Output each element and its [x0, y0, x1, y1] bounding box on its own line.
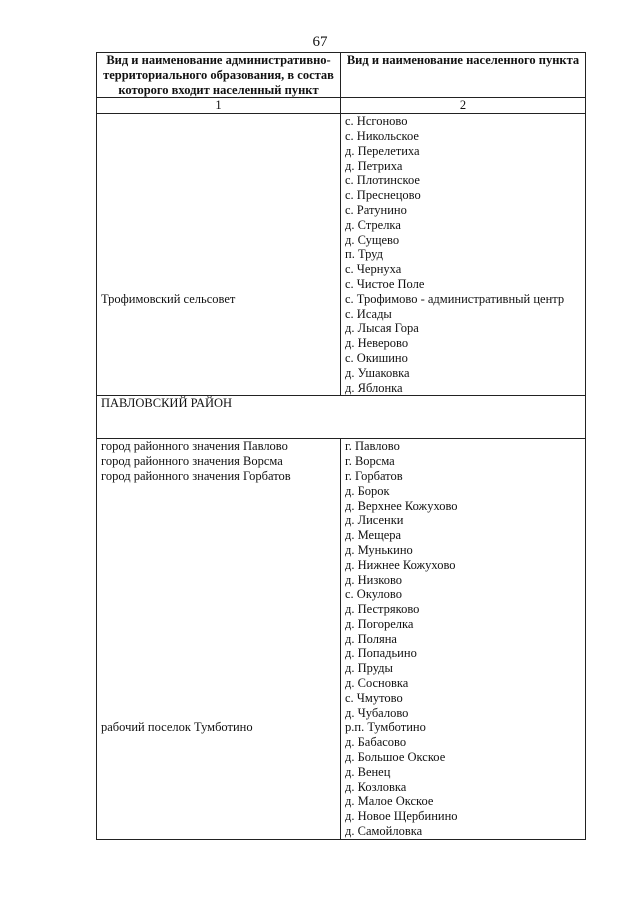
list-item: с. Чернуха — [345, 262, 402, 277]
list-item: д. Лисенки — [345, 513, 404, 528]
list-item: р.п. Тумботино — [345, 720, 426, 735]
list-item: д. Стрелка — [345, 217, 401, 232]
list-item: с. Исады — [345, 306, 392, 321]
list-item: д. Новое Щербинино — [345, 809, 458, 824]
list-item: д. Сосновка — [345, 676, 409, 691]
list-item: д. Большое Окское — [345, 750, 446, 765]
list-item: с. Нсгоново — [345, 114, 408, 129]
list-item: д. Попадьино — [345, 646, 417, 661]
column-number-1: 1 — [97, 98, 341, 114]
unit-name: город районного значения Горбатов — [101, 468, 291, 483]
unit-name: город районного значения Ворсма — [101, 454, 283, 469]
header-col1: Вид и наименование административно-территориального образования, в состав которого входит населенный пункт — [97, 53, 341, 98]
list-item: г. Горбатов — [345, 468, 403, 483]
list-item: с. Чистое Поле — [345, 276, 425, 291]
list-item: д. Перелетиха — [345, 143, 420, 158]
page-number: 67 — [312, 34, 328, 50]
table-row-trofimovsky — [97, 114, 586, 396]
list-item: с. Плотинское — [345, 173, 420, 188]
list-item: д. Борок — [345, 483, 390, 498]
column-number-row — [97, 98, 586, 114]
list-item: д. Козловка — [345, 779, 407, 794]
unit-name: рабочий поселок Тумботино — [101, 720, 253, 735]
list-item: д. Малое Окское — [345, 794, 434, 809]
settlements-table — [96, 52, 586, 840]
unit-name: город районного значения Павлово — [101, 439, 288, 454]
unit-name: Трофимовский сельсовет — [101, 291, 236, 306]
list-item: д. Поляна — [345, 631, 397, 646]
list-item: д. Верхнее Кожухово — [345, 498, 458, 513]
column-number-2: 2 — [341, 98, 586, 114]
list-item: с. Никольское — [345, 128, 419, 143]
list-item: д. Бабасово — [345, 735, 407, 750]
list-item: д. Пруды — [345, 661, 393, 676]
header-col2: Вид и наименование населенного пункта — [341, 53, 586, 98]
list-item: д. Неверово — [345, 336, 409, 351]
settlements-cell — [341, 439, 586, 840]
table-row-pavlovsky — [97, 439, 586, 840]
list-item: с. Окишино — [345, 350, 408, 365]
list-item: д. Пестряково — [345, 602, 420, 617]
list-item: д. Мунькино — [345, 542, 413, 557]
list-item: д. Низково — [345, 572, 403, 587]
list-item: с. Ратунино — [345, 202, 407, 217]
list-item: г. Ворсма — [345, 454, 395, 469]
list-item: с. Трофимово - административный центр — [345, 291, 565, 306]
list-item: п. Труд — [345, 247, 384, 262]
settlements-cell — [341, 114, 586, 396]
list-item: д. Венец — [345, 764, 391, 779]
unit-cell — [97, 114, 341, 396]
list-item: с. Окулово — [345, 587, 402, 602]
list-item: д. Мещера — [345, 528, 402, 543]
list-item: д. Ушаковка — [345, 365, 410, 380]
list-item: д. Нижнее Кожухово — [345, 557, 456, 572]
list-item: д. Лысая Гора — [345, 321, 419, 336]
unit-cell — [97, 439, 341, 840]
list-item: д. Самойловка — [345, 824, 423, 839]
table-header-row — [97, 53, 586, 98]
list-item: с. Чмутово — [345, 690, 403, 705]
list-item: г. Павлово — [345, 439, 400, 454]
section-title: ПАВЛОВСКИЙ РАЙОН — [97, 396, 586, 439]
list-item: с. Преснецово — [345, 188, 421, 203]
section-row — [97, 396, 586, 439]
list-item: д. Яблонка — [345, 380, 403, 395]
list-item: д. Погорелка — [345, 616, 414, 631]
list-item: д. Сущево — [345, 232, 400, 247]
list-item: д. Чубалово — [345, 705, 409, 720]
list-item: д. Петриха — [345, 158, 403, 173]
